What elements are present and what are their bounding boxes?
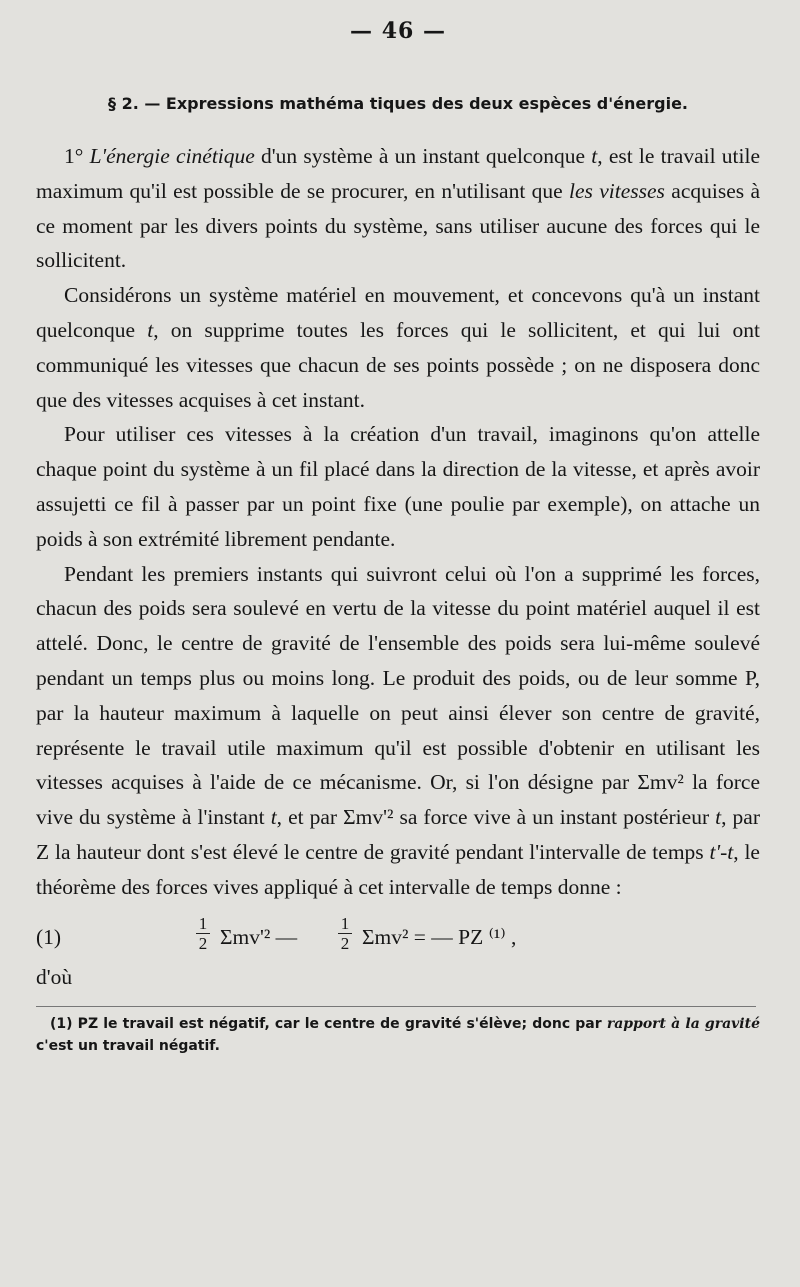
term-velocities: les vitesses xyxy=(569,178,665,203)
paragraph-kinetic-energy-definition xyxy=(36,139,760,278)
variable-t: t xyxy=(270,805,277,830)
fraction-denominator: 2 xyxy=(340,933,350,953)
equation-term-2: Σmv² = — PZ ⁽¹⁾ , xyxy=(362,924,517,949)
text-fragment: , par Z la hauteur dont s'est élevé le centre de gravité pendant l'intervalle de temps xyxy=(36,805,761,864)
equation-1 xyxy=(36,911,760,963)
fraction-one-half xyxy=(338,915,352,954)
paragraph-system-in-motion xyxy=(36,278,760,417)
continuation-text: d'où xyxy=(36,964,73,989)
text-fragment: sa force vive à un instant postérieur xyxy=(393,805,716,830)
text-fragment: (1) PZ le travail est négatif, car le centre de gravité s'élève; donc par xyxy=(50,1015,607,1032)
text-fragment: Pendant les premiers instants qui suivront celui où l'on a supprimé les forces, chacun des poids sera soulevé en vertu de la vitesse du point matériel auquel il est attelé. Donc, le centre de gravité de l'ensemble des poids sera lui-même soulevé pendant un temps plus ou moins long. Le produit des poids, ou de leur somme P, par la hauteur maximum à laquelle on peut ainsi élever son centre de gravité, représente le travail utile maximum qu'il est possible d'obtenir en utilisant les vitesses acquises à l'aide de ce mécanisme. Or, si l'on désigne par xyxy=(36,561,760,795)
footnote-italic: rapport à la gravité xyxy=(606,1015,760,1032)
footnote-divider xyxy=(36,1006,756,1007)
page-number: — 46 — xyxy=(350,18,446,44)
text-fragment: c'est un travail négatif. xyxy=(36,1037,220,1054)
equation-label: (1) xyxy=(36,924,62,949)
text-fragment: , et par xyxy=(276,805,344,830)
variable-interval: t'-t xyxy=(709,839,734,864)
text-fragment: , le théorème des forces vives appliqué à cet intervalle de temps donne : xyxy=(36,839,760,899)
text-fragment: , on supprime toutes les forces qui le sollicitent, et qui lui ont communiqué les vitesses que chacun de ses points possède ; on ne disposera donc que des vitesses acquises à cet instant. xyxy=(36,317,760,412)
fraction-numerator: 1 xyxy=(338,915,352,934)
variable-t: t xyxy=(715,805,722,830)
paragraph-pulley-mechanism: Pour utiliser ces vitesses à la création d'un travail, imaginons qu'on attelle chaque point du système à un fil placé dans la direction de la vitesse, et après avoir assujetti ce fil à passer par un point fixe (une poulie par exemple), on attache un poids à son extrémité librement pendante. xyxy=(36,422,760,551)
equation-term-1: Σmv'² — xyxy=(220,924,298,949)
text-fragment: Considérons un système matériel en mouvement, et concevons qu'à un instant quelconque xyxy=(36,283,760,342)
paragraph-lead: 1° xyxy=(64,144,90,168)
fraction-numerator: 1 xyxy=(196,915,210,934)
text-fragment: la force vive du système à l'instant xyxy=(36,770,760,830)
text-fragment: d'un système à un instant quelconque xyxy=(254,144,592,168)
fraction-one-half xyxy=(196,915,210,954)
fraction-denominator: 2 xyxy=(198,933,208,953)
section-heading: § 2. — Expressions mathéma tiques des deux espèces d'énergie. xyxy=(108,94,688,113)
paragraph-live-force-theorem xyxy=(36,557,760,905)
sum-expression: Σmv'² xyxy=(343,805,394,830)
sum-expression: Σmv² xyxy=(637,770,684,795)
variable-t: t xyxy=(591,144,598,168)
text-fragment: acquises à ce moment par les divers points du système, sans utiliser aucune des forces qui le sollicitent. xyxy=(36,178,760,273)
term-kinetic-energy: L'énergie cinétique xyxy=(89,144,255,168)
variable-t: t xyxy=(147,317,154,342)
footnote xyxy=(36,1013,760,1057)
text-fragment: , est le travail utile maximum qu'il est possible de se procurer, en n'utilisant que xyxy=(36,144,760,203)
